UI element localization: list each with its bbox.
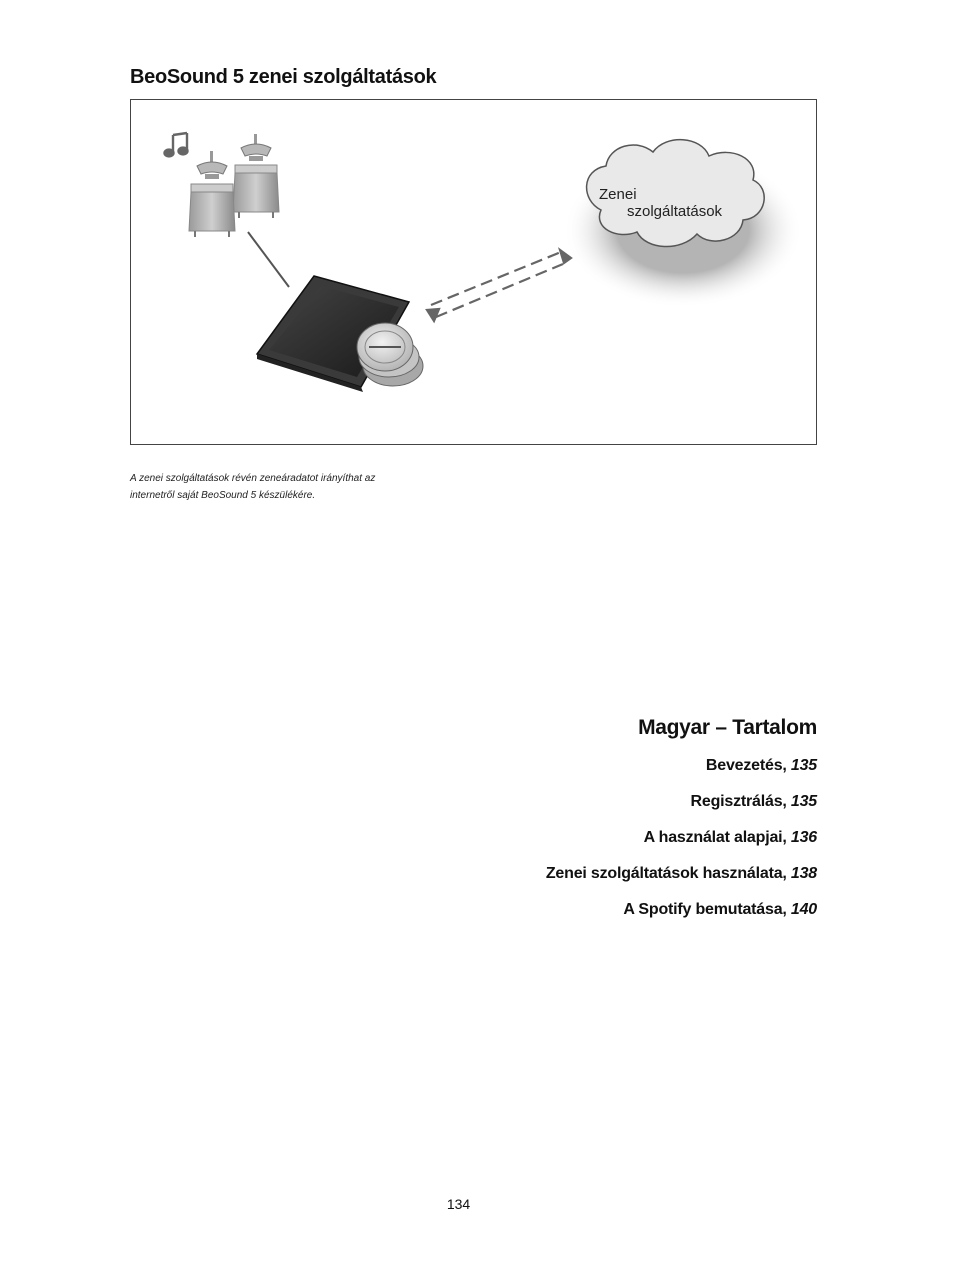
toc-item-label: Bevezetés, <box>705 757 791 774</box>
toc-item-page: 140 <box>790 901 817 918</box>
toc-item-label: A használat alapjai, <box>643 829 791 846</box>
toc-item-zenei-szolgaltatasok[interactable] <box>546 856 817 892</box>
beosound-device-icon <box>257 276 423 392</box>
table-of-contents <box>546 716 817 928</box>
cloud-label-line2: szolgáltatások <box>627 203 723 220</box>
cloud-label <box>599 186 722 220</box>
illustration-figure <box>130 99 817 445</box>
toc-item-label: Zenei szolgáltatások használata, <box>545 865 791 882</box>
toc-item-page: 136 <box>790 829 817 846</box>
section-title: BeoSound 5 zenei szolgáltatások <box>130 66 437 88</box>
speaker-icon <box>189 134 279 237</box>
toc-item-label: A Spotify bemutatása, <box>623 901 791 918</box>
toc-title: Magyar – Tartalom <box>638 716 817 739</box>
toc-item-hasznalat-alapjai[interactable] <box>546 820 817 856</box>
toc-item-regisztralas[interactable] <box>546 784 817 820</box>
bidirectional-arrow-icon <box>427 250 571 321</box>
figure-caption <box>130 470 430 504</box>
toc-item-page: 135 <box>790 793 817 810</box>
music-note-icon <box>165 133 188 156</box>
page-number: 134 <box>446 1196 471 1212</box>
toc-item-bevezetes[interactable] <box>546 748 817 784</box>
caption-line-1: A zenei szolgáltatások révén zeneáradatot irányíthat az <box>130 473 376 484</box>
cloud-label-line1: Zenei <box>599 186 637 203</box>
toc-item-spotify[interactable] <box>546 892 817 928</box>
caption-line-2: internetről saját BeoSound 5 készülékére. <box>130 490 316 501</box>
toc-item-page: 135 <box>790 757 817 774</box>
toc-item-page: 138 <box>790 865 817 882</box>
toc-item-label: Regisztrálás, <box>690 793 791 810</box>
cloud-icon <box>563 140 803 308</box>
